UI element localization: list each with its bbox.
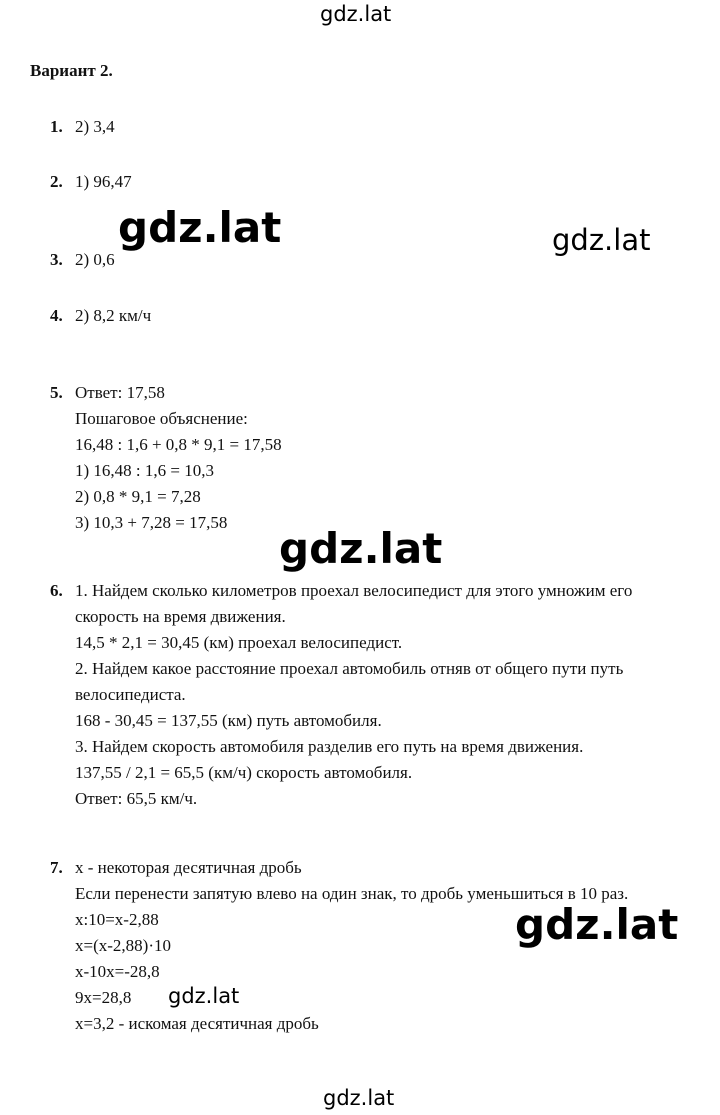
item-line: 137,55 / 2,1 = 65,5 (км/ч) скорость автомобиля. [75,763,413,782]
watermark-large-3: gdz.lat [515,900,679,949]
watermark-right-1: gdz.lat [552,223,651,257]
item-line: 2) 0,8 * 9,1 = 7,28 [75,487,201,506]
item-line: x=3,2 - искомая десятичная дробь [75,1014,319,1033]
item-line: Если перенести запятую влево на один знак, то дробь уменьшиться в 10 раз. [75,884,629,903]
watermark-bottom: gdz.lat [323,1086,395,1110]
item-line: 9x=28,8 [75,988,132,1007]
item-line: 2) 3,4 [75,117,115,136]
item-line: 1) 16,48 : 1,6 = 10,3 [75,461,214,480]
item-lines [75,578,695,812]
item-lines [75,169,695,195]
item-line: Пошаговое объяснение: [75,409,248,428]
item-line: 3) 10,3 + 7,28 = 17,58 [75,513,228,532]
item-line: Ответ: 17,58 [75,383,165,402]
item-line: скорость на время движения. [75,607,286,626]
item-number: 1. [50,117,63,136]
item-lines [75,380,695,536]
item-line: x - некоторая десятичная дробь [75,858,302,877]
watermark-small: gdz.lat [168,984,240,1008]
item-number: 6. [50,581,63,600]
item-number: 7. [50,858,63,877]
item-line: 2) 0,6 [75,250,115,269]
item-number: 4. [50,306,63,325]
item-line: 1) 96,47 [75,172,132,191]
item-line: велосипедиста. [75,685,186,704]
item-line: x:10=x-2,88 [75,910,159,929]
watermark-large-2: gdz.lat [279,524,443,573]
item-line: x=(x-2,88)·10 [75,936,171,955]
item-lines [75,114,695,140]
item-line: Ответ: 65,5 км/ч. [75,789,198,808]
item-lines [75,303,695,329]
item-line: 16,48 : 1,6 + 0,8 * 9,1 = 17,58 [75,435,282,454]
item-number: 5. [50,383,63,402]
item-line: 3. Найдем скорость автомобиля разделив его путь на время движения. [75,737,584,756]
item-line: 168 - 30,45 = 137,55 (км) путь автомобиля. [75,711,382,730]
item-line: 2) 8,2 км/ч [75,306,152,325]
item-line: 14,5 * 2,1 = 30,45 (км) проехал велосипедист. [75,633,403,652]
item-line: x-10x=-28,8 [75,962,160,981]
watermark-large-1: gdz.lat [118,203,282,252]
item-line: 1. Найдем сколько километров проехал велосипедист для этого умножим его [75,581,633,600]
variant-title: Вариант 2. [30,61,113,80]
item-line: 2. Найдем какое расстояние проехал автомобиль отняв от общего пути путь [75,659,624,678]
item-number: 3. [50,250,63,269]
watermark-top: gdz.lat [320,2,392,26]
item-number: 2. [50,172,63,191]
